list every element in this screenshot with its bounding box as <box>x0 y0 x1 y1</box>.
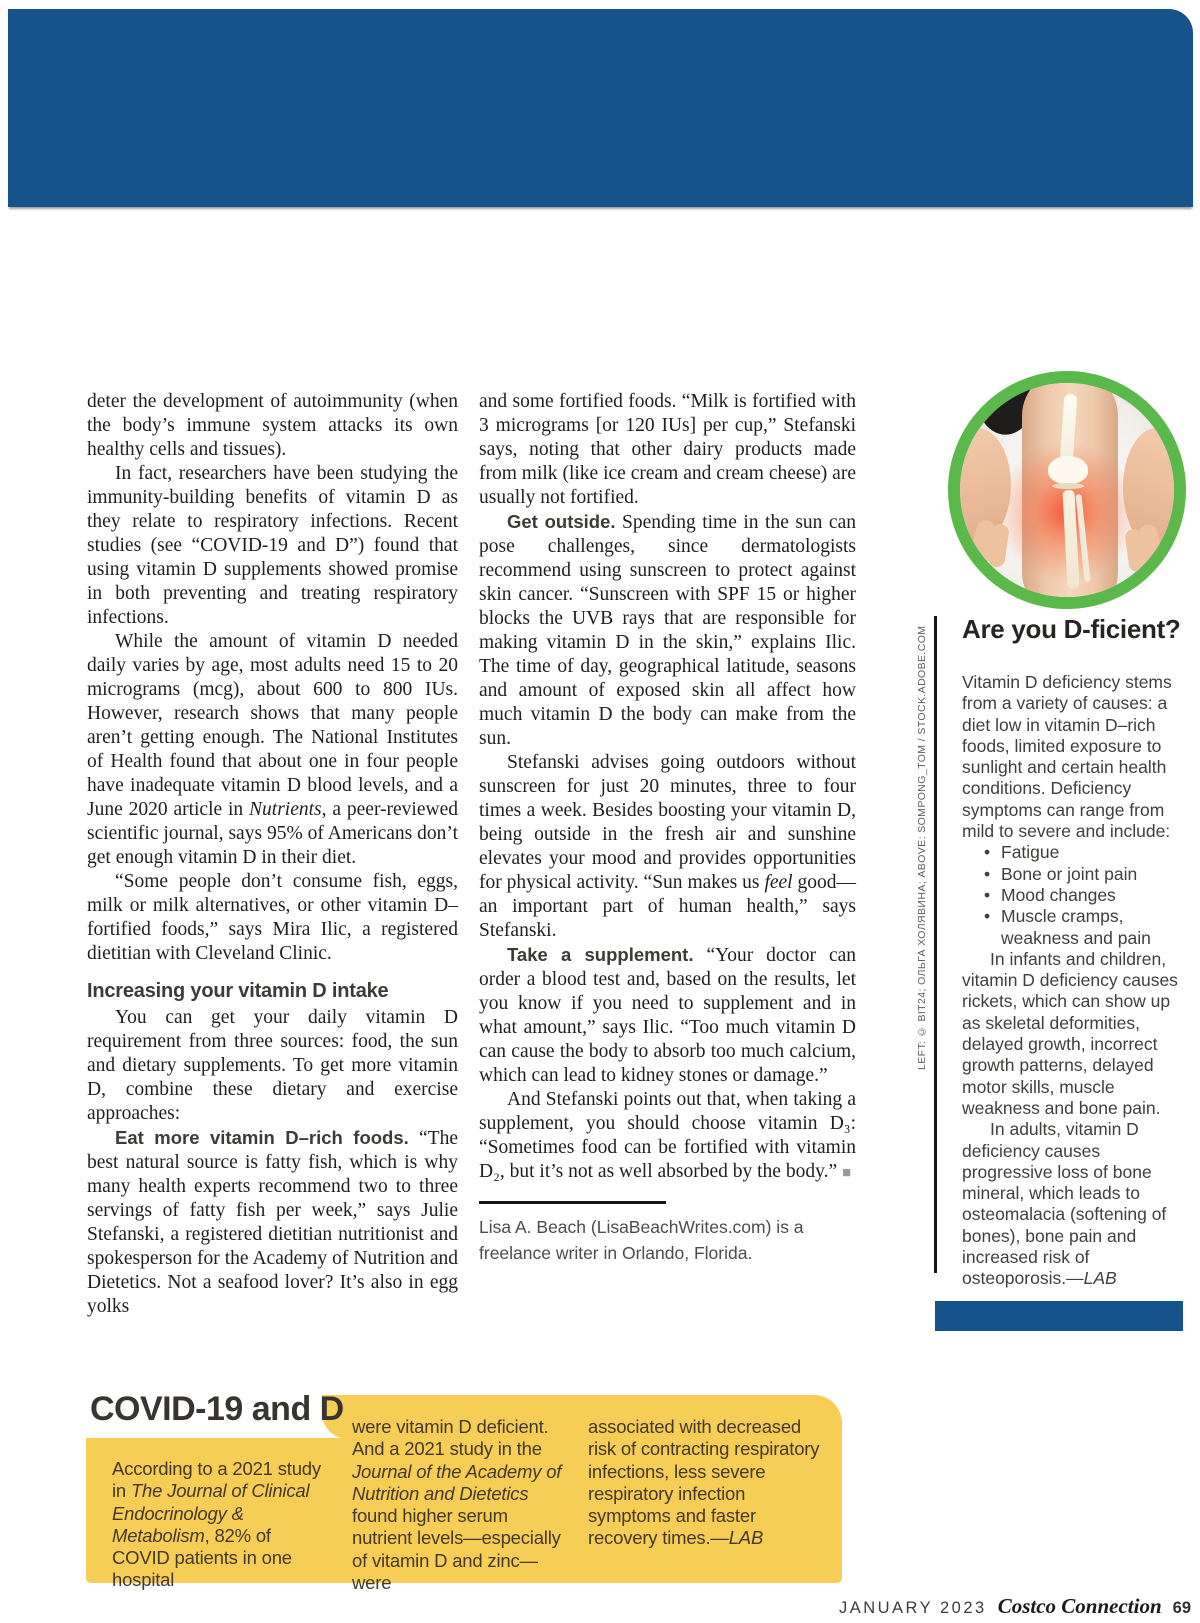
covid-box-title: COVID-19 and D <box>90 1390 344 1428</box>
journal-name-italic: Journal of the Academy of Nutrition and Dietetics <box>352 1460 562 1504</box>
paragraph <box>479 943 856 1088</box>
paragraph <box>479 1088 856 1185</box>
sidebar-heading: Are you D-ficient? <box>962 614 1181 644</box>
paragraph: deter the development of autoimmunity (when the body’s immune system attacks its own healthy cells and tissues). <box>87 391 458 460</box>
knee-photo-circle <box>948 371 1186 609</box>
journal-name-italic: Nutrients <box>249 799 322 820</box>
article-column-1 <box>87 390 458 1319</box>
sidebar-text: In adults, vitamin D deficiency causes progressive loss of bone mineral, which leads to osteomalacia (softening of bones), bone pain and increased risk of osteoporosis. <box>962 1119 1167 1289</box>
section-subhead: Increasing your vitamin D intake <box>87 980 389 1002</box>
bold-lead-in: Eat more vitamin D–rich foods. <box>115 1127 409 1148</box>
sidebar-paragraph: In infants and children, vitamin D deficiency causes rickets, which can show up as skeletal deformities, delayed growth, incorrect growth patterns, delayed motor skills, muscle weakness and bone pain. <box>962 948 1178 1118</box>
paragraph <box>479 510 856 751</box>
paragraph: and some fortified foods. “Milk is fortified with 3 micrograms [or 120 IUs] per cup,” Stefanski says, noting that other dairy products made from milk (like ice cream and cream cheese) are usually not fortified. <box>479 391 856 508</box>
paragraph-text: good—an important part of human health,” says Stefanski. <box>479 872 857 941</box>
paragraph-text: “The best natural source is fatty fish, which is why many health experts recommend two to three servings of fatty fish per week,” says Julie Stefanski, a registered dietitian nutritionist and spokesperson for the Academy of Nutrition and Dietetics. Not a seafood lover? It’s also in egg yolks <box>87 1128 458 1317</box>
sidebar-paragraph: Vitamin D deficiency stems from a variety of causes: a diet low in vitamin D–rich foods, limited exposure to sunlight and certain health conditions. Deficiency symptoms can range from mild to severe and include: <box>962 672 1172 842</box>
sidebar-paragraph <box>962 1119 1190 1289</box>
author-initials: —LAB <box>710 1527 764 1549</box>
paragraph-text: While the amount of vitamin D needed daily varies by age, most adults need 15 to 20 micrograms (mcg), about 600 to 800 IUs. However, research shows that many people aren’t getting enough. The National Institutes of Health found that about one in four people have inadequate vitamin D blood levels, and a June 2020 article in <box>87 631 458 820</box>
issue-date: JANUARY 2023 <box>838 1599 987 1617</box>
symptom-item: • Muscle cramps, weakness and pain <box>1001 906 1190 949</box>
paragraph <box>87 630 458 870</box>
magazine-title: Costco Connection <box>997 1594 1162 1618</box>
photo-credit: LEFT: © BIT24; ОЛЬГА ХОЛЯВИНА; ABOVE: SOMPONG_TOM / STOCK.ADOBE.COM <box>916 625 928 1070</box>
covid-text: According to a 2021 study in <box>112 1458 321 1502</box>
paragraph-text: Spending time in the sun can pose challenges, since dermatologists recommend using sunscreen to protect against skin cancer. “Sunscreen with SPF 15 or higher blocks the UVB rays that are responsible for making vitamin D in the skin,” explains Ilic. The time of day, geographical latitude, seasons and amount of exposed skin all affect how much vitamin D the body can make from the sun. <box>479 512 856 749</box>
italic-word: feel <box>764 872 793 893</box>
covid-box-column-2 <box>352 1416 566 1594</box>
byline-rule <box>479 1201 666 1204</box>
covid-text: were vitamin D deficient. And a 2021 study in the <box>352 1416 549 1460</box>
paragraph: You can get your daily vitamin D requirement from three sources: food, the sun and dietary supplements. To get more vitamin D, combine these dietary and exercise approaches: <box>87 1007 458 1124</box>
covid-box-column-1 <box>112 1458 332 1592</box>
symptom-item: • Bone or joint pain <box>1001 864 1190 885</box>
paragraph-text: Stefanski advises going outdoors without sunscreen for just 20 minutes, three to four times a week. Besides boosting your vitamin D, being outside in the fresh air and sunshine elevates your mood and provides opportunities for physical activity. “Sun makes us <box>479 752 856 893</box>
bold-lead-in: Take a supplement. <box>507 944 694 965</box>
paragraph: “Some people don’t consume fish, eggs, milk or milk alternatives, or other vitamin D–fortified foods,” says Mira Ilic, a registered dietitian with Cleveland Clinic. <box>87 871 458 964</box>
symptom-item: • Mood changes <box>1001 885 1190 906</box>
symptom-list <box>962 842 1190 948</box>
covid-text: , 82% of COVID patients in one hospital <box>112 1524 292 1591</box>
paragraph-text: “Your doctor can order a blood test and, based on the results, let you know if you need to supplement and in what amount,” says Ilic. “Too much vitamin D can cause the body to absorb too much calcium, which can lead to kidney stones or damage.” <box>479 945 856 1086</box>
sidebar-bottom-bar <box>935 1301 1183 1331</box>
top-banner-bar <box>8 9 1193 207</box>
sidebar-are-you-d-ficient <box>962 614 1190 1290</box>
paragraph <box>479 751 856 943</box>
author-initials: —LAB <box>1066 1268 1117 1289</box>
symptom-item: • Fatigue <box>1001 842 1190 863</box>
sidebar-divider-rule <box>934 616 937 1273</box>
author-byline: Lisa A. Beach (LisaBeachWrites.com) is a freelance writer in Orlando, Florida. <box>479 1217 804 1263</box>
knee-joint-bone-graphic <box>1048 456 1089 484</box>
paragraph <box>87 1126 458 1319</box>
paragraph-text: , a peer-reviewed scientific journal, says 95% of Americans don’t get enough vitamin D in their diet. <box>87 799 458 868</box>
page-number: 69 <box>1172 1599 1191 1617</box>
bold-lead-in: Get outside. <box>507 511 616 532</box>
covid-text: associated with decreased risk of contracting respiratory infections, less severe respiratory infection symptoms and faster recovery times. <box>588 1416 820 1549</box>
article-column-2 <box>479 390 856 1266</box>
covid-text: found higher serum nutrient levels—especially of vitamin D and zinc—were <box>352 1505 561 1594</box>
article-end-mark: ■ <box>841 1165 852 1181</box>
page-footer <box>839 1594 1191 1619</box>
paragraph-text: And Stefanski points out that, when taking a supplement, you should choose vitamin D₃: “Sometimes food can be fortified with vitamin D₂, but it’s not as well absorbed by the body.” <box>479 1089 856 1182</box>
journal-name-italic: The Journal of Clinical Endocrinology & Metabolism <box>112 1480 310 1546</box>
paragraph: In fact, researchers have been studying the immunity-building benefits of vitamin D as they relate to respiratory infections. Recent studies (see “COVID-19 and D”) found that using vitamin D supplements showed promise in both preventing and treating respiratory infections. <box>87 463 458 628</box>
covid-box-column-3 <box>588 1416 822 1550</box>
meniscus-graphic <box>1052 483 1084 489</box>
